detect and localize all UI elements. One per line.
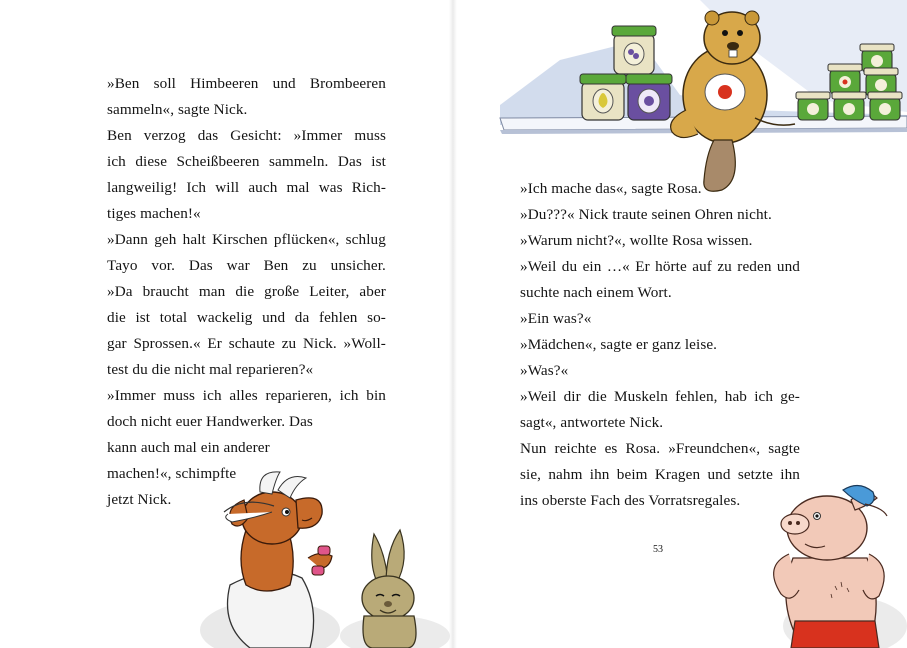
left-page-text — [107, 75, 386, 515]
text-line: machen!«, schimpfte — [107, 465, 237, 482]
jar-icon — [612, 26, 656, 74]
text-line: kann auch mal ein anderer — [107, 439, 270, 456]
text-line: langweilig! Ich will auch mal was Rich- — [107, 179, 386, 196]
jar-icon — [796, 92, 830, 120]
text-line: Nun reichte es Rosa. »Freundchen«, sagte — [520, 440, 800, 457]
text-line: tiges machen!« — [107, 205, 201, 222]
goat-character-illustration — [200, 470, 360, 648]
text-line: »Weil dir die Muskeln fehlen, hab ich ge- — [520, 388, 800, 405]
text-line: »Dann geh halt Kirschen pflücken«, schlug — [107, 231, 386, 248]
page-number: 53 — [653, 544, 663, 555]
text-line: »Weil du ein …« Er hörte auf zu reden und — [520, 258, 800, 275]
text-line: doch nicht euer Handwerker. Das — [107, 413, 313, 430]
text-line: »Was?« — [520, 362, 569, 379]
beaver-on-pantry-shelf-illustration — [500, 0, 907, 200]
text-line: sie, nahm ihn beim Kragen und setzte ihn — [520, 466, 800, 483]
jar-icon — [580, 74, 626, 120]
text-line: Ben verzog das Gesicht: »Immer muss — [107, 127, 386, 144]
right-page-text — [520, 180, 800, 520]
text-line: die ist total wackelig und da fehlen so- — [107, 309, 386, 326]
text-line: »Ich mache das«, sagte Rosa. — [520, 180, 702, 197]
jar-icon — [868, 92, 902, 120]
text-line: gar Sprossen.« Er schaute zu Nick. »Woll- — [107, 335, 386, 352]
text-line: sagt«, antwortete Nick. — [520, 414, 664, 431]
text-line: ich diese Scheißbeeren sammeln. Das ist — [107, 153, 386, 170]
text-line: jetzt Nick. — [107, 491, 172, 508]
jar-icon — [626, 74, 672, 120]
text-line: »Mädchen«, sagte er ganz leise. — [520, 336, 718, 353]
text-line: Tayo vor. Das war Ben zu unsicher. — [107, 257, 386, 274]
text-line: sammeln«, sagte Nick. — [107, 101, 248, 118]
text-line: »Du???« Nick traute seinen Ohren nicht. — [520, 206, 772, 223]
jar-icon — [828, 64, 862, 94]
pig-character-illustration — [765, 486, 907, 648]
text-line: test du die nicht mal reparieren?« — [107, 361, 314, 378]
text-line: »Ein was?« — [520, 310, 592, 327]
rabbit-character-illustration — [340, 526, 450, 648]
text-line: »Ben soll Himbeeren und Brombeeren — [107, 75, 386, 92]
book-gutter — [449, 0, 457, 648]
jar-icon — [832, 92, 866, 120]
text-line: »Da braucht man die große Leiter, aber — [107, 283, 386, 300]
text-line: suchte nach einem Wort. — [520, 284, 672, 301]
text-line: ins oberste Fach des Vorratsregales. — [520, 492, 741, 509]
text-line: »Warum nicht?«, wollte Rosa wissen. — [520, 232, 753, 249]
text-line: »Immer muss ich alles reparieren, ich bin — [107, 387, 386, 404]
